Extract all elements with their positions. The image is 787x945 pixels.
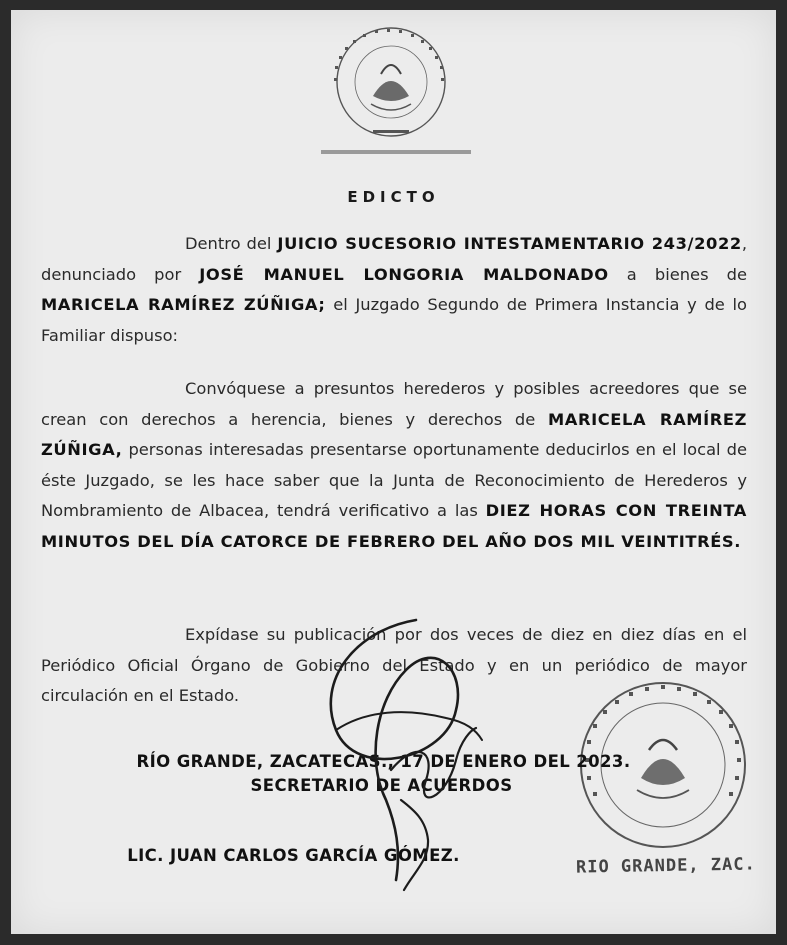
state-seal-top [321, 26, 461, 138]
seal-underline [321, 150, 471, 154]
deceased-name: MARICELA RAMÍREZ ZÚÑIGA; [41, 295, 326, 314]
paragraph-publication: Expídase su publicación por dos veces de diez en diez días en el Periódico Oficial Órgano de Gobierno del Estado y en un periódico de mayor circulación en el Estado. [41, 625, 747, 705]
handwritten-signature [296, 610, 506, 900]
paragraph-summons: Convóquese a presuntos herederos y posibles acreedores que se crean con derechos a herencia, bienes y derechos de MARICELA RAMÍREZ ZÚÑIGA, personas interesadas presentarse oportunamente deducirlos en el local de éste Juzgado, se les hace saber que la Junta de Reconocimiento de Herederos y Nombramiento de Albacea, tendrá verificativo a las DIEZ HORAS CON TREINTA MINUTOS DEL DÍA CATORCE DE FEBRERO DEL AÑO DOS MIL VEINTITRÉS. [41, 379, 747, 551]
location-stamp: RIO GRANDE, ZAC. [575, 854, 756, 878]
deceased-name-2: MARICELA RAMÍREZ ZÚÑIGA, [41, 409, 747, 459]
case-number: JUICIO SUCESORIO INTESTAMENTARIO 243/2022 [277, 234, 742, 253]
paragraph-intro: Dentro del JUICIO SUCESORIO INTESTAMENTARIO 243/2022, denunciado por JOSÉ MANUEL LONGORIA MALDONADO a bienes de MARICELA RAMÍREZ ZÚÑIGA; el Juzgado Segundo de Primera Instancia y de lo Familiar dispuso: [41, 234, 747, 345]
claimant-name: JOSÉ MANUEL LONGORIA MALDONADO [199, 264, 609, 284]
signer-role: SECRETARIO DE ACUERDOS [250, 776, 513, 795]
document-page [11, 10, 776, 934]
document-title: EDICTO [347, 188, 440, 206]
hearing-datetime: DIEZ HORAS CON TREINTA MINUTOS DEL DÍA CATORCE DE FEBRERO DEL AÑO DOS MIL VEINTITRÉS. [41, 501, 747, 551]
signer-name: LIC. JUAN CARLOS GARCÍA GÓMEZ. [127, 846, 460, 865]
place-date: RÍO GRANDE, ZACATECAS., 17 DE ENERO DEL 2023. [136, 752, 631, 771]
